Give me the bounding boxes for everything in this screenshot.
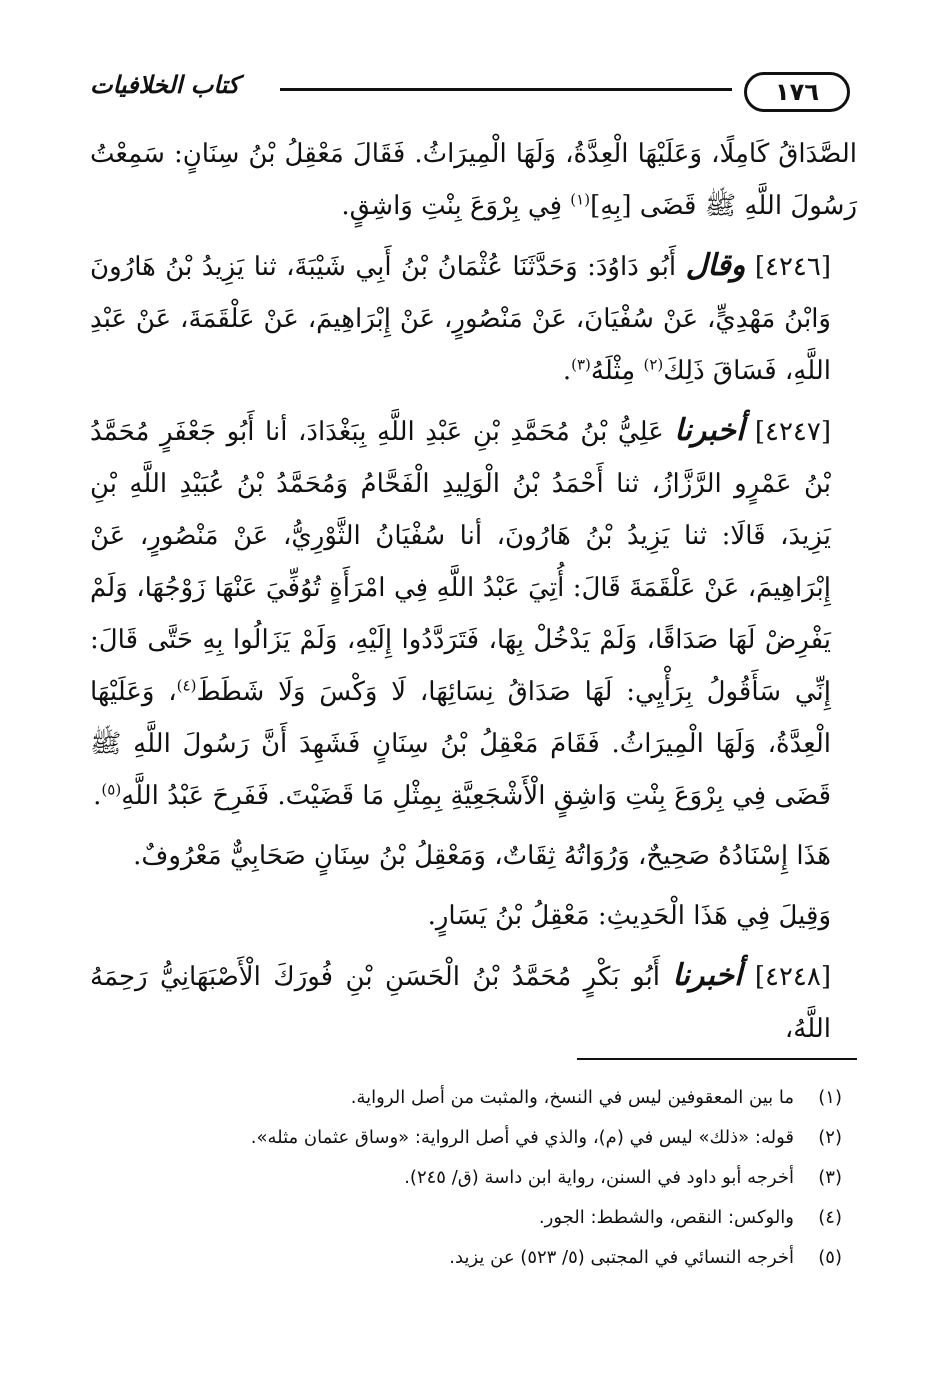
hadith-4246	[90, 240, 857, 397]
header-rule	[280, 88, 732, 91]
footnote-number: (٥)	[818, 1247, 842, 1268]
footnote-number: (٢)	[818, 1127, 842, 1148]
footnote-number: (٤)	[818, 1207, 842, 1228]
footnote-text: قوله: «ذلك» ليس في (م)، والذي في أصل الرواية: «وساق عثمان مثله».	[250, 1127, 794, 1148]
footnote-number: (١)	[818, 1087, 842, 1108]
page-number-badge: ١٧٦	[744, 72, 850, 112]
text-run: ، وَعَلَيْهَا الْعِدَّةُ، وَلَهَا الْمِيرَاثُ. فَقَامَ مَعْقِلُ بْنُ سِنَانٍ فَشَهِدَ أَنَّ رَسُولَ اللَّهِ ﷺ قَضَى فِي بِرْوَعَ بِنْتِ وَاشِقٍ الْأَشْجَعِيَّةِ بِمِثْلِ مَا قَضَيْتَ. فَفَرِحَ عَبْدُ اللَّهِ	[90, 677, 831, 811]
footnote-ref-2: (٢)	[643, 355, 664, 374]
hadith-keyword: أخبرنا	[674, 413, 745, 448]
footnotes	[90, 1078, 842, 1278]
text-run: .	[562, 356, 572, 386]
footnote-text: ما بين المعقوفين ليس في النسخ، والمثبت من أصل الرواية.	[350, 1087, 794, 1108]
hadith-number: [٤٢٤٨]	[754, 962, 832, 992]
footnote-ref-4: (٤)	[176, 676, 197, 695]
footnote-separator	[577, 1058, 857, 1060]
hadith-4248	[90, 950, 857, 1055]
text-run: .	[93, 781, 102, 811]
hadith-number: [٤٢٤٧]	[754, 417, 832, 447]
footnote-ref-5: (٥)	[101, 780, 122, 799]
text-run: فِي بِرْوَعَ بِنْتِ وَاشِقٍ.	[341, 191, 571, 221]
text-run: عَلِيُّ بْنُ مُحَمَّدِ بْنِ عَبْدِ اللَّهِ بِبَغْدَادَ، أنا أَبُو جَعْفَرٍ مُحَمَّدُ بْنُ عَمْرٍو الرَّزَّازُ، ثنا أَحْمَدُ بْنُ الْوَلِيدِ الْفَحَّامُ وَمُحَمَّدُ بْنُ عُبَيْدِ اللَّهِ بْنِ يَزِيدَ، قَالَا: ثنا يَزِيدُ بْنُ هَارُونَ، أنا سُفْيَانُ الثَّوْرِيُّ، عَنْ مَنْصُورٍ، عَنْ إِبْرَاهِيمَ، عَنْ عَلْقَمَةَ قَالَ: أُتِيَ عَبْدُ اللَّهِ فِي امْرَأَةٍ تُوُفِّيَ عَنْهَا زَوْجُهَا، وَلَمْ يَفْرِضْ لَهَا صَدَاقًا، وَلَمْ يَدْخُلْ بِهَا، فَتَرَدَّدُوا إِلَيْهِ، وَلَمْ يَزَالُوا بِهِ حَتَّى قَالَ: إِنِّي سَأَقُولُ بِرَأْيِي: لَهَا صَدَاقُ نِسَائِهَا، لَا وَكْسَ وَلَا شَطَطَ	[90, 417, 831, 707]
page-header	[90, 62, 850, 122]
hadith-keyword: وقال	[685, 248, 746, 283]
footnote-number: (٣)	[818, 1167, 842, 1188]
footnote-text: والوكس: النقص، والشطط: الجور.	[538, 1207, 794, 1228]
hadith-number: [٤٢٤٦]	[754, 252, 831, 282]
hadith-4247	[90, 405, 857, 822]
footnote	[90, 1158, 842, 1198]
footnote-ref-3: (٣)	[571, 355, 591, 374]
footnote-text: أخرجه النسائي في المجتبى (٥/ ٥٢٣) عن يزيد.	[449, 1247, 794, 1268]
footnote	[90, 1078, 842, 1118]
paragraph-continuation	[90, 128, 857, 232]
text-run: الصَّدَاقُ كَامِلًا، وَعَلَيْهَا الْعِدَّةُ، وَلَهَا الْمِيرَاثُ. فَقَالَ مَعْقِلُ بْنُ سِنَانٍ: سَمِعْتُ رَسُولَ اللَّهِ ﷺ قَضَى [بِهِ]	[90, 139, 857, 221]
footnote	[90, 1118, 842, 1158]
text-run: أَبُو دَاوُدَ: وَحَدَّثَنَا عُثْمَانُ بْنُ أَبِي شَيْبَةَ، ثنا يَزِيدُ بْنُ هَارُونَ وَابْنُ مَهْدِيٍّ، عَنْ سُفْيَانَ، عَنْ مَنْصُورٍ، عَنْ إِبْرَاهِيمَ، عَنْ عَلْقَمَةَ، عَنْ عَبْدِ اللَّهِ، فَسَاقَ ذَلِكَ	[90, 252, 831, 386]
text-run: أَبُو بَكْرٍ مُحَمَّدُ بْنُ الْحَسَنِ بْنِ فُورَكَ الْأَصْبَهَانِيُّ رَحِمَهُ اللَّهُ،	[90, 962, 831, 1044]
book-title: كتاب الخلافيات	[90, 70, 240, 99]
footnote-text: أخرجه أبو داود في السنن، رواية ابن داسة (ق/ ٢٤٥).	[404, 1167, 794, 1188]
main-text	[90, 128, 857, 1063]
grading-note: هَذَا إِسْنَادُهُ صَحِيحٌ، وَرُوَاتُهُ ثِقَاتٌ، وَمَعْقِلُ بْنُ سِنَانٍ صَحَابِيٌّ مَعْرُوفٌ.	[133, 841, 831, 871]
hadith-keyword: أخبرنا	[672, 958, 743, 993]
footnote	[90, 1198, 842, 1238]
alternate-narration-note: وَقِيلَ فِي هَذَا الْحَدِيثِ: مَعْقِلُ بْنُ يَسَارٍ.	[427, 901, 831, 931]
footnote	[90, 1238, 842, 1278]
footnote-ref-1: (١)	[570, 190, 591, 209]
text-run: مِثْلَهُ	[590, 356, 644, 386]
